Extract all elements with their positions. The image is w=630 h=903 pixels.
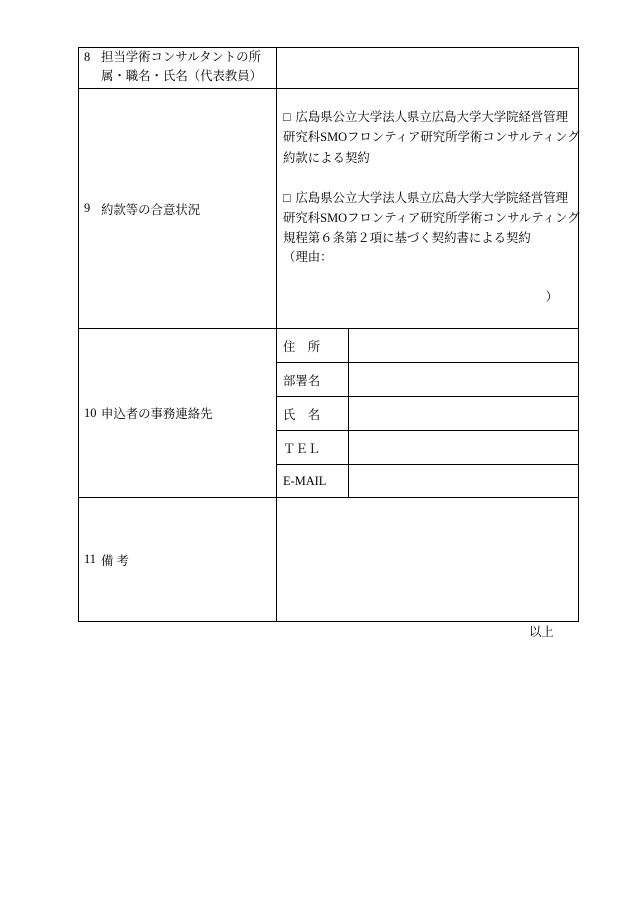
department-value: [348, 362, 579, 397]
row9-number: 9: [84, 201, 91, 215]
address-label: 住 所: [276, 328, 349, 363]
row8-label-line2: 属・職名・氏名（代表教員）: [101, 69, 263, 83]
row11-label-cell: [78, 497, 277, 622]
reason-close: ）: [545, 290, 558, 304]
address-value: [348, 328, 579, 363]
row10-label-cell: [78, 328, 277, 498]
checkbox-icon: □: [283, 191, 291, 205]
tel-value: [348, 430, 579, 465]
checkbox-icon: □: [283, 110, 291, 124]
option1-line2: 研究科SMOフロンティア研究所学術コンサルティング: [283, 130, 580, 144]
option2-line2: 研究科SMOフロンティア研究所学術コンサルティング: [283, 211, 580, 225]
closing-text: 以上: [529, 625, 554, 639]
option2-text: 広島県公立大学法人県立広島大学大学院経営管理: [295, 191, 569, 205]
option2-line3: 規程第６条第２項に基づく契約書による契約: [283, 231, 531, 245]
name-value: [348, 396, 579, 431]
row8-label-text: 担当学術コンサルタントの所: [101, 50, 261, 64]
email-label: E-MAIL: [276, 464, 349, 498]
agreement-option-terms: [283, 107, 580, 168]
option2-line1: [283, 188, 580, 208]
row8-value-cell: [276, 47, 579, 89]
tel-label: ＴＥＬ: [276, 430, 349, 465]
row11-number: 11: [84, 552, 96, 566]
department-label: 部署名: [276, 362, 349, 397]
reason-open: （理由：: [283, 250, 333, 264]
option1-line1: [283, 107, 580, 127]
option1-text: 広島県公立大学法人県立広島大学大学院経営管理: [295, 110, 569, 124]
row8-label-line1: [84, 48, 276, 67]
agreement-option-regulation: [283, 188, 580, 267]
option1-line3: 約款による契約: [283, 151, 370, 165]
row8-label-cell: [78, 47, 277, 89]
row10-label: 申込者の事務連絡先: [101, 407, 213, 421]
remarks-value: [276, 497, 579, 622]
row9-label-cell: [78, 88, 277, 329]
name-label: 氏 名: [276, 396, 349, 431]
row9-label: 約款等の合意状況: [101, 202, 201, 217]
row9-value-cell: [276, 88, 579, 329]
row10-number: 10: [84, 405, 97, 420]
row8-number: 8: [84, 50, 91, 64]
email-value: [348, 464, 579, 498]
row11-label: 備 考: [101, 553, 129, 568]
